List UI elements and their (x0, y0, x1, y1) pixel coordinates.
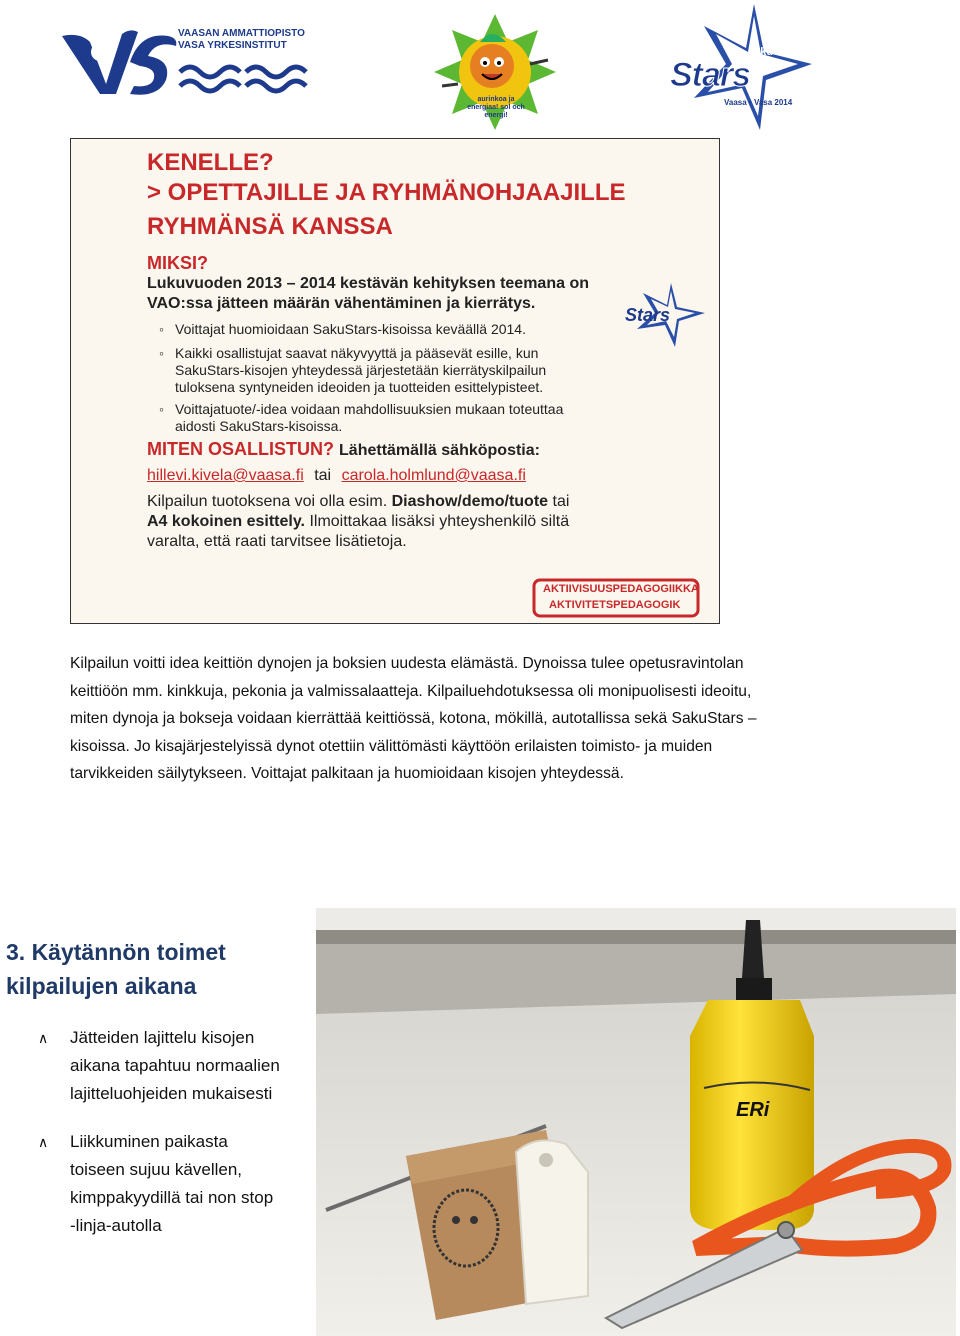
school-logo (60, 22, 305, 102)
poster-intro-1: Lukuvuoden 2013 – 2014 kestävän kehityksen teemana on (147, 275, 589, 292)
windowsill-photo (316, 908, 956, 1336)
bullet-arrow-icon: ∧ (38, 1134, 49, 1150)
poster-email-2[interactable]: carola.holmlund@vaasa.fi (341, 467, 526, 484)
poster-how-text: Lähettämällä sähköpostia: (339, 442, 540, 459)
stamp-line-2: AKTIVITETSPEDAGOGIK (549, 599, 681, 611)
stamp-line-1: AKTIIVISUUSPEDAGOGIIKKA (543, 583, 699, 595)
stars-small-word: saku (748, 46, 774, 58)
poster-how-row (147, 439, 540, 460)
poster-bullet-1: ◦ Voittajat huomioidaan SakuStars-kisoissa keväällä 2014. (175, 321, 526, 338)
school-name-fi: VAASAN AMMATTIOPISTO (178, 28, 305, 39)
poster-how-label: MITEN OSALLISTUN? (147, 439, 334, 459)
wave-icon (178, 60, 308, 96)
bullet-arrow-icon: ∧ (38, 1030, 49, 1046)
poster-heading-1: KENELLE? (147, 149, 274, 176)
poster-bullet-2: ◦ Kaikki osallistujat saavat näkyvyyttä ja pääsevät esille, kun SakuStars-kisojen yhteydessä järjestetään kierrätyskilpailun tuloksena syntyneiden ideoiden ja tuotteiden esittelypisteet. (175, 345, 546, 396)
paragraph-line: miten dynoja ja bokseja voidaan kierrättää keittiössä, kotona, mökillä, autotallissa sekä SakuStars – (70, 710, 757, 728)
sakustars-logo (664, 2, 814, 134)
poster-stars-word: Stars (625, 305, 671, 325)
paragraph-line: Kilpailun voitti idea keittiön dynojen ja boksien uudesta elämästä. Dynoissa tulee opetusravintolan (70, 655, 744, 672)
paragraph-line: keittiöön mm. kinkkuja, pekonia ja valmissalaatteja. Kilpailuehdotuksessa oli monipuolisesti ideoitu, (70, 682, 752, 700)
poster-or-text: tai (314, 467, 332, 484)
paragraph-line: tarvikkeiden säilytykseen. Voittajat palkitaan ja huomioidaan kisojen yhteydessä. (70, 765, 624, 783)
mascot-slogan: aurinkoa ja energiaa! sol och energi! (467, 96, 525, 119)
poster-output-3: varalta, että raati tarvitsee lisätietoja. (147, 533, 407, 550)
stars-footer: Vaasa • Vasa 2014 (724, 98, 793, 107)
mascot-logo (430, 12, 560, 132)
school-name-sv: VASA YRKESINSTITUT (178, 40, 287, 51)
poster-email-row (147, 467, 526, 485)
poster-output-2: A4 kokoinen esittely. Ilmoittakaa lisäksi yhteyshenkilö siltä (147, 513, 570, 530)
stars-big-word: Stars (670, 56, 751, 94)
bottle-label: ERi (736, 1099, 770, 1121)
paragraph-line: kisoissa. Jo kisajärjestelyissä dynot otettiin välittömästi käyttöön erilaisten toimisto- ja muiden (70, 737, 713, 755)
pedagogy-stamp (531, 577, 701, 619)
poster-image (70, 138, 720, 624)
photo-illustration (316, 908, 956, 1336)
poster-heading-2: > OPETTAJILLE JA RYHMÄNOHJAAJILLE (147, 179, 626, 206)
body-paragraph (70, 650, 890, 788)
section-heading: 3. Käytännön toimet kilpailujen aikana (6, 939, 226, 999)
school-logo-mark (60, 22, 180, 102)
poster-heading-3: RYHMÄNSÄ KANSSA (147, 213, 393, 240)
poster-output-1: Kilpailun tuotoksena voi olla esim. Diashow/demo/tuote tai (147, 493, 570, 510)
poster-bullet-3: ◦ Voittajatuote/-idea voidaan mahdollisuuksien mukaan toteuttaa aidosti SakuStars-kisoissa. (175, 401, 563, 435)
poster-email-1[interactable]: hillevi.kivela@vaasa.fi (147, 467, 304, 484)
poster-intro-2: VAO:ssa jätteen määrän vähentäminen ja kierrätys. (147, 295, 536, 312)
poster-why-label: MIKSI? (147, 253, 208, 273)
